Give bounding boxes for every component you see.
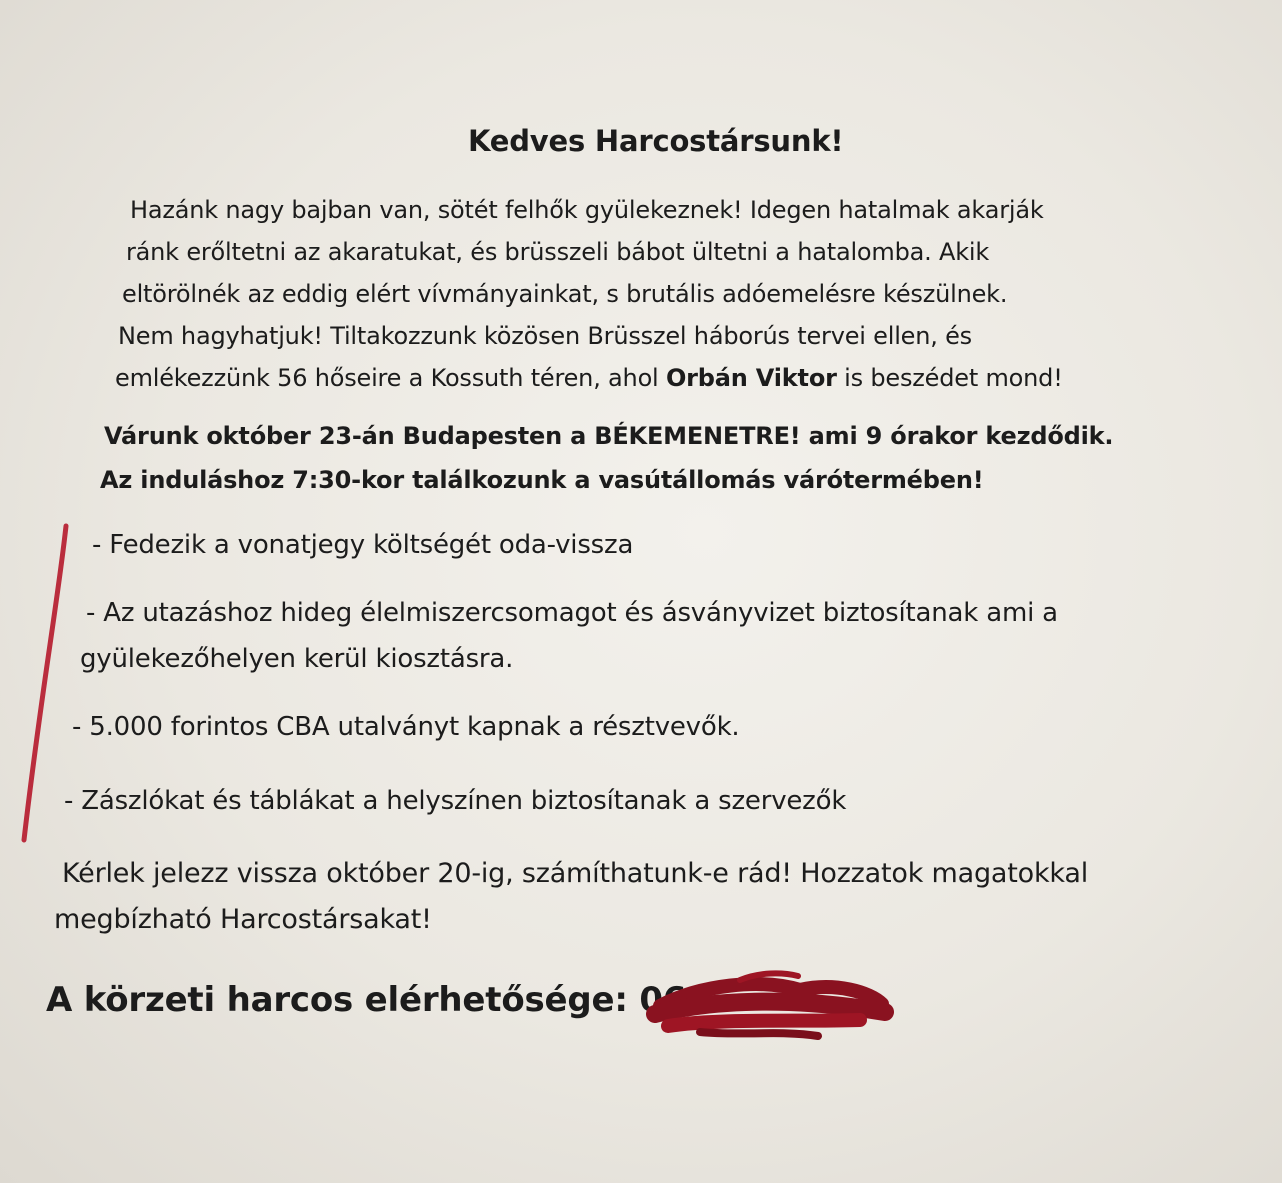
closing-line: megbízható Harcostársakat! xyxy=(54,904,432,935)
letter-title: Kedves Harcostársunk! xyxy=(468,124,844,158)
list-item: - 5.000 forintos CBA utalványt kapnak a résztvevők. xyxy=(72,712,740,742)
intro-line: eltörölnék az eddig elért vívmányainkat, s brutális adóemelésre készülnek. xyxy=(122,280,1008,308)
list-item: - Zászlókat és táblákat a helyszínen biztosítanak a szervezők xyxy=(64,786,847,816)
intro-line: Hazánk nagy bajban van, sötét felhők gyülekeznek! Idegen hatalmak akarják xyxy=(130,196,1044,224)
red-marker-line xyxy=(24,526,66,840)
intro-line: ránk erőltetni az akaratukat, és brüsszeli bábot ültetni a hatalomba. Akik xyxy=(126,238,990,266)
contact-label: A körzeti harcos elérhetősége: 06 xyxy=(46,980,687,1020)
list-item: - Fedezik a vonatjegy költségét oda-vissza xyxy=(92,530,634,560)
redaction-scribble xyxy=(655,973,885,1036)
list-item: gyülekezőhelyen kerül kiosztásra. xyxy=(80,644,514,674)
list-item: - Az utazáshoz hideg élelmiszercsomagot és ásványvizet biztosítanak ami a xyxy=(86,598,1058,628)
intro-text: is beszédet mond! xyxy=(836,364,1063,392)
event-line: Az induláshoz 7:30-kor találkozunk a vasútállomás várótermében! xyxy=(100,466,984,494)
highlighted-name: Orbán Viktor xyxy=(665,364,837,392)
closing-line: Kérlek jelezz vissza október 20-ig, számíthatunk-e rád! Hozzatok magatokkal xyxy=(62,858,1088,889)
intro-line: Nem hagyhatjuk! Tiltakozzunk közösen Brüsszel háborús tervei ellen, és xyxy=(118,322,972,350)
intro-text: emlékezzünk 56 hőseire a Kossuth téren, ahol xyxy=(115,364,666,392)
event-line: Várunk október 23-án Budapesten a BÉKEMENETRE! ami 9 órakor kezdődik. xyxy=(104,422,1114,450)
